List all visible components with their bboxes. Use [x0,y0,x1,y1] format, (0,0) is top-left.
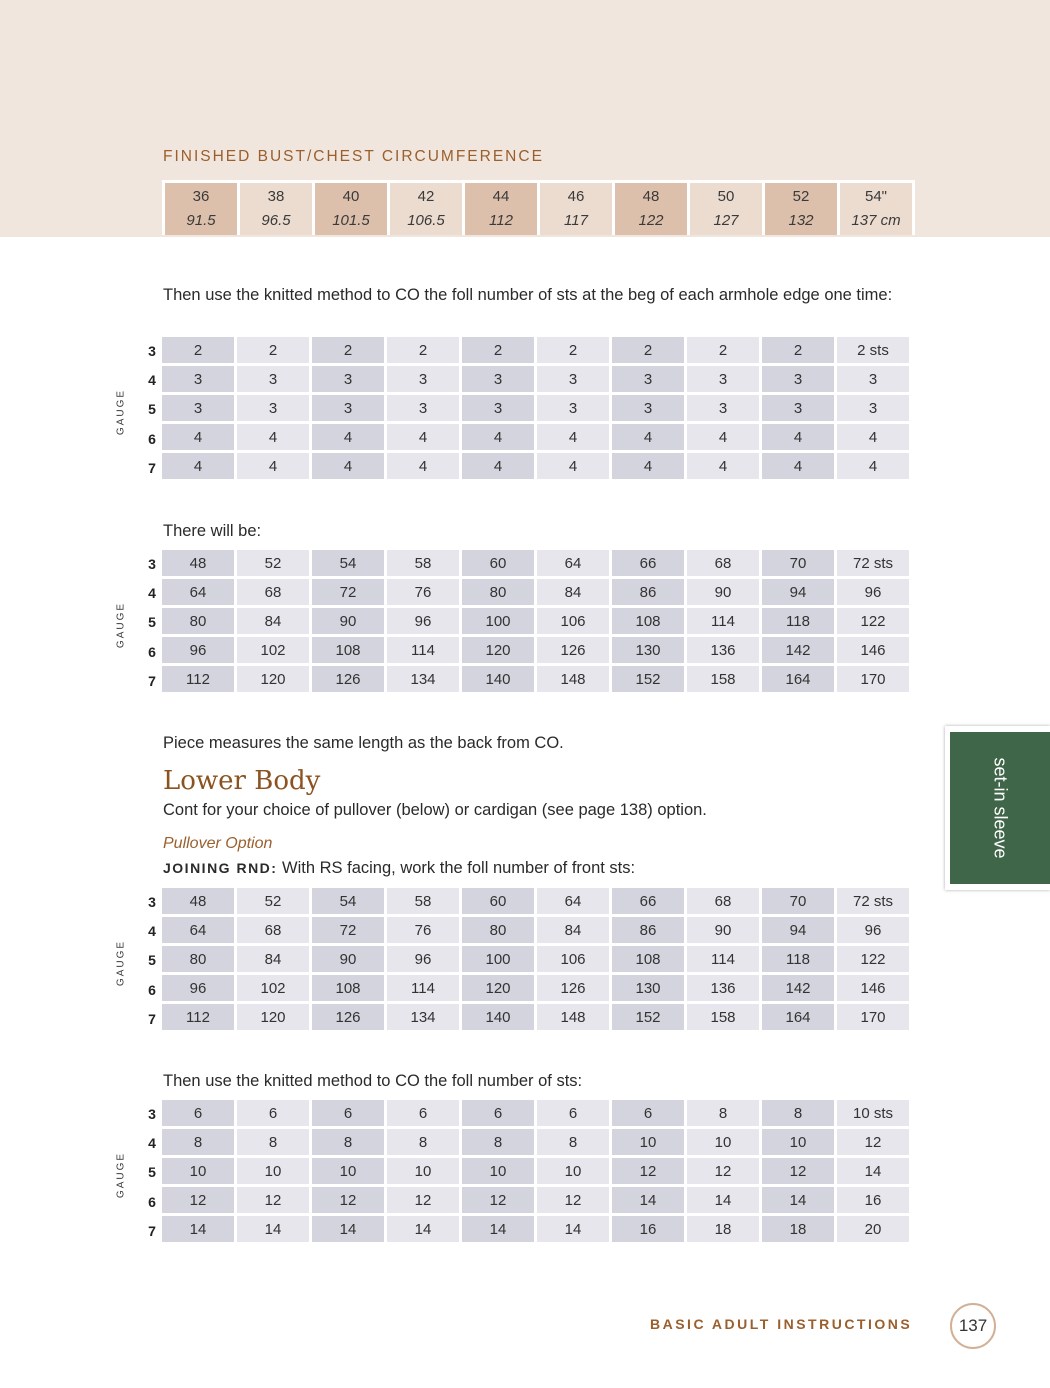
size-cm: 106.5 [407,212,445,229]
table-cell: 12 [762,1158,834,1184]
final-co-grid [112,1100,917,1250]
table-cell: 2 [537,337,609,363]
table-cell: 3 [537,395,609,421]
table-row [162,337,909,363]
table-cell: 8 [162,1129,234,1155]
table-cell: 14 [162,1216,234,1242]
table-cell: 100 [462,608,534,634]
table-cell: 3 [762,395,834,421]
table-cell: 48 [162,888,234,914]
gauge-row-number: 3 [148,343,156,359]
table-cell: 86 [612,917,684,943]
table-cell: 4 [612,453,684,479]
table-cell: 70 [762,888,834,914]
gauge-row-number: 7 [148,459,156,476]
table-cell: 4 [387,453,459,479]
table-row [162,579,909,605]
gauge-row-number: 3 [148,894,156,910]
table-cell: 96 [162,975,234,1001]
table-cell: 58 [387,550,459,576]
table-cell: 60 [462,550,534,576]
size-cm: 127 [713,212,739,229]
table-cell: 72 [312,917,384,943]
table-cell: 4 [162,424,234,450]
table-cell: 10 sts [837,1100,909,1126]
table-cell: 100 [462,946,534,972]
table-cell: 4 [312,424,384,450]
table-cell: 84 [537,917,609,943]
gauge-row-number: 3 [148,1106,156,1122]
table-cell: 3 [462,366,534,392]
there-will-be-text: There will be: [163,522,262,540]
table-cell: 90 [312,608,384,634]
size-cell [465,183,537,235]
table-cell: 3 [462,395,534,421]
joining-rnd-instruction: With RS facing, work the foll number of front sts: [277,859,636,877]
gauge-label: GAUGE [115,601,127,649]
table-cell: 152 [612,666,684,692]
table-cell: 3 [687,366,759,392]
gauge-row-number: 4 [148,585,156,602]
table-cell: 94 [762,917,834,943]
size-cm: 91.5 [186,212,216,229]
size-heading: FINISHED BUST/CHEST CIRCUMFERENCE [163,148,544,165]
table-cell: 86 [612,579,684,605]
table-cell: 2 [387,337,459,363]
table-cell: 6 [237,1100,309,1126]
table-cell: 4 [837,424,909,450]
table-cell: 164 [762,666,834,692]
table-cell: 4 [687,424,759,450]
table-cell: 64 [162,579,234,605]
table-cell: 84 [237,946,309,972]
table-cell: 12 [237,1187,309,1213]
table-cell: 2 [687,337,759,363]
table-cell: 120 [462,975,534,1001]
table-cell: 148 [537,666,609,692]
table-cell: 3 [762,366,834,392]
size-inches: 42 [417,188,435,205]
table-cell: 140 [462,1004,534,1030]
table-cell: 96 [387,608,459,634]
table-cell: 52 [237,888,309,914]
gauge-row-number: 6 [148,643,156,660]
table-cell: 12 [612,1158,684,1184]
table-cell: 12 [462,1187,534,1213]
table-cell: 96 [162,637,234,663]
table-row [162,917,909,943]
table-cell: 10 [462,1158,534,1184]
size-cm: 96.5 [261,212,291,229]
table-cell: 112 [162,666,234,692]
table-cell: 14 [312,1216,384,1242]
table-cell: 164 [762,1004,834,1030]
table-cell: 140 [462,666,534,692]
joining-rnd-text [163,857,903,880]
table-cell: 120 [237,1004,309,1030]
table-cell: 64 [537,888,609,914]
table-cell: 66 [612,888,684,914]
table-cell: 158 [687,1004,759,1030]
table-cell: 112 [162,1004,234,1030]
table-cell: 3 [162,366,234,392]
table-cell: 108 [312,975,384,1001]
table-cell: 4 [762,453,834,479]
table-cell: 8 [312,1129,384,1155]
table-row [162,888,909,914]
table-cell: 96 [837,917,909,943]
table-cell: 10 [537,1158,609,1184]
table-cell: 158 [687,666,759,692]
table-cell: 152 [612,1004,684,1030]
table-cell: 3 [687,395,759,421]
table-cell: 10 [162,1158,234,1184]
table-cell: 8 [537,1129,609,1155]
table-cell: 10 [687,1129,759,1155]
section-tab[interactable] [945,726,1050,890]
size-inches: 52 [792,188,810,205]
table-cell: 68 [237,579,309,605]
size-cm: 122 [638,212,664,229]
table-cell: 4 [162,453,234,479]
gauge-row-number: 4 [148,1135,156,1152]
table-cell: 134 [387,1004,459,1030]
table-cell: 4 [762,424,834,450]
table-cell: 80 [462,579,534,605]
gauge-row-number: 7 [148,672,156,689]
table-cell: 4 [387,424,459,450]
table-cell: 102 [237,637,309,663]
table-row [162,608,909,634]
table-cell: 12 [537,1187,609,1213]
table-cell: 114 [387,637,459,663]
table-cell: 54 [312,550,384,576]
joining-rnd-grid [112,888,917,1038]
table-cell: 170 [837,1004,909,1030]
section-tab-panel [950,732,1050,884]
stitch-table [159,885,912,1033]
table-row [162,1004,909,1030]
gauge-row-number: 3 [148,556,156,572]
table-cell: 2 [462,337,534,363]
table-cell: 2 [162,337,234,363]
table-row [162,366,909,392]
table-cell: 3 [387,366,459,392]
table-cell: 6 [312,1100,384,1126]
table-cell: 3 [237,395,309,421]
table-cell: 58 [387,888,459,914]
table-cell: 114 [687,946,759,972]
table-cell: 126 [537,975,609,1001]
table-cell: 54 [312,888,384,914]
table-cell: 8 [687,1100,759,1126]
table-cell: 10 [612,1129,684,1155]
table-cell: 102 [237,975,309,1001]
table-cell: 126 [537,637,609,663]
table-cell: 10 [237,1158,309,1184]
size-cell [390,183,462,235]
table-cell: 68 [687,550,759,576]
gauge-row-number: 6 [148,430,156,447]
table-cell: 66 [612,550,684,576]
table-cell: 108 [612,946,684,972]
table-cell: 106 [537,608,609,634]
stitch-table [159,334,912,482]
gauge-row-number: 4 [148,923,156,940]
table-cell: 64 [537,550,609,576]
stitch-table [159,1097,912,1245]
table-cell: 2 [762,337,834,363]
table-cell: 76 [387,579,459,605]
table-row [162,666,909,692]
table-cell: 52 [237,550,309,576]
table-cell: 6 [612,1100,684,1126]
pullover-option-subhead: Pullover Option [163,835,273,852]
table-cell: 148 [537,1004,609,1030]
size-cell [165,183,237,235]
table-cell: 90 [312,946,384,972]
table-cell: 4 [612,424,684,450]
table-cell: 8 [462,1129,534,1155]
table-cell: 136 [687,637,759,663]
armhole-co-grid [112,337,917,487]
table-cell: 3 [837,366,909,392]
table-cell: 10 [312,1158,384,1184]
table-cell: 12 [387,1187,459,1213]
size-inches: 46 [567,188,585,205]
table-cell: 126 [312,666,384,692]
table-cell: 90 [687,579,759,605]
table-cell: 120 [237,666,309,692]
gauge-row-number: 5 [148,952,156,969]
size-inches: 48 [642,188,660,205]
size-table [162,180,915,235]
table-cell: 14 [537,1216,609,1242]
table-cell: 3 [537,366,609,392]
table-cell: 4 [237,424,309,450]
table-cell: 4 [537,424,609,450]
table-cell: 2 [312,337,384,363]
table-cell: 3 [612,395,684,421]
table-cell: 2 [612,337,684,363]
table-cell: 12 [162,1187,234,1213]
table-cell: 84 [237,608,309,634]
gauge-label: GAUGE [115,1151,127,1199]
table-cell: 120 [462,637,534,663]
table-cell: 130 [612,975,684,1001]
size-inches: 44 [492,188,510,205]
lower-body-title: Lower Body [163,766,321,796]
size-inches: 36 [192,188,210,205]
table-row [162,1216,909,1242]
table-row [162,1129,909,1155]
table-cell: 170 [837,666,909,692]
table-cell: 80 [162,608,234,634]
table-cell: 20 [837,1216,909,1242]
size-inches: 40 [342,188,360,205]
table-cell: 4 [312,453,384,479]
size-inches: 38 [267,188,285,205]
size-cm: 112 [489,212,513,229]
table-row [162,1100,909,1126]
table-cell: 146 [837,975,909,1001]
table-cell: 14 [387,1216,459,1242]
table-cell: 136 [687,975,759,1001]
table-cell: 2 [237,337,309,363]
table-cell: 118 [762,608,834,634]
table-cell: 96 [837,579,909,605]
table-cell: 14 [462,1216,534,1242]
gauge-row-number: 5 [148,401,156,418]
table-cell: 14 [762,1187,834,1213]
table-cell: 3 [162,395,234,421]
table-cell: 84 [537,579,609,605]
table-cell: 8 [237,1129,309,1155]
table-cell: 14 [687,1187,759,1213]
table-cell: 130 [612,637,684,663]
table-cell: 108 [312,637,384,663]
gauge-label: GAUGE [115,388,127,436]
table-cell: 3 [612,366,684,392]
gauge-label: GAUGE [115,939,127,987]
table-cell: 16 [612,1216,684,1242]
table-cell: 64 [162,917,234,943]
size-cm: 117 [564,212,588,229]
table-cell: 6 [462,1100,534,1126]
table-cell: 118 [762,946,834,972]
table-cell: 4 [237,453,309,479]
table-cell: 18 [687,1216,759,1242]
gauge-row-number: 7 [148,1010,156,1027]
table-cell: 8 [387,1129,459,1155]
table-cell: 90 [687,917,759,943]
table-cell: 12 [312,1187,384,1213]
gauge-row-number: 6 [148,1193,156,1210]
table-cell: 134 [387,666,459,692]
joining-rnd-label: JOINING RND: [163,860,278,876]
table-row [162,424,909,450]
armhole-co-text: Then use the knitted method to CO the foll number of sts at the beg of each armhole edge one time: [163,286,893,304]
size-cm: 137 cm [851,212,901,229]
table-row [162,453,909,479]
gauge-row-number: 5 [148,614,156,631]
table-cell: 6 [537,1100,609,1126]
gauge-row-number: 6 [148,981,156,998]
table-cell: 80 [162,946,234,972]
table-row [162,946,909,972]
size-cell [315,183,387,235]
size-cell [840,183,912,235]
table-row [162,637,909,663]
table-cell: 68 [237,917,309,943]
table-cell: 10 [387,1158,459,1184]
table-cell: 108 [612,608,684,634]
table-cell: 4 [837,453,909,479]
piece-measures-text: Piece measures the same length as the back from CO. [163,734,564,752]
table-row [162,550,909,576]
table-cell: 3 [312,366,384,392]
final-co-text: Then use the knitted method to CO the foll number of sts: [163,1072,583,1090]
size-cell [765,183,837,235]
table-cell: 76 [387,917,459,943]
table-cell: 142 [762,637,834,663]
table-cell: 70 [762,550,834,576]
table-cell: 3 [237,366,309,392]
table-cell: 142 [762,975,834,1001]
table-cell: 96 [387,946,459,972]
size-cell [540,183,612,235]
size-inches: 54" [864,188,887,205]
table-cell: 72 [312,579,384,605]
section-tab-label: set-in sleeve [990,757,1011,859]
table-cell: 106 [537,946,609,972]
footer-title: BASIC ADULT INSTRUCTIONS [650,1316,913,1332]
table-cell: 122 [837,946,909,972]
table-cell: 2 sts [837,337,909,363]
table-row [162,1158,909,1184]
table-cell: 4 [687,453,759,479]
table-cell: 122 [837,608,909,634]
lower-body-text: Cont for your choice of pullover (below) or cardigan (see page 138) option. [163,801,707,819]
table-cell: 4 [462,453,534,479]
table-cell: 6 [162,1100,234,1126]
table-cell: 60 [462,888,534,914]
table-cell: 16 [837,1187,909,1213]
table-cell: 114 [387,975,459,1001]
size-cm: 132 [788,212,814,229]
table-cell: 8 [762,1100,834,1126]
table-cell: 18 [762,1216,834,1242]
table-cell: 126 [312,1004,384,1030]
table-row [162,1187,909,1213]
table-row [162,395,909,421]
gauge-row-number: 4 [148,372,156,389]
stitch-table [159,547,912,695]
table-cell: 3 [387,395,459,421]
table-cell: 4 [462,424,534,450]
table-row [162,975,909,1001]
table-cell: 10 [762,1129,834,1155]
table-cell: 12 [837,1129,909,1155]
table-cell: 114 [687,608,759,634]
size-cm: 101.5 [332,212,370,229]
table-cell: 4 [537,453,609,479]
table-cell: 3 [837,395,909,421]
table-cell: 80 [462,917,534,943]
table-cell: 14 [837,1158,909,1184]
table-cell: 72 sts [837,550,909,576]
table-cell: 48 [162,550,234,576]
table-cell: 14 [237,1216,309,1242]
page-number: 137 [950,1303,996,1349]
table-cell: 68 [687,888,759,914]
table-cell: 6 [387,1100,459,1126]
table-cell: 72 sts [837,888,909,914]
table-cell: 94 [762,579,834,605]
gauge-row-number: 5 [148,1164,156,1181]
gauge-row-number: 7 [148,1222,156,1239]
table-cell: 12 [687,1158,759,1184]
size-inches: 50 [717,188,735,205]
table-cell: 3 [312,395,384,421]
size-cell [690,183,762,235]
table-cell: 14 [612,1187,684,1213]
size-cell [615,183,687,235]
there-will-be-grid [112,550,917,700]
size-cell [240,183,312,235]
table-cell: 146 [837,637,909,663]
